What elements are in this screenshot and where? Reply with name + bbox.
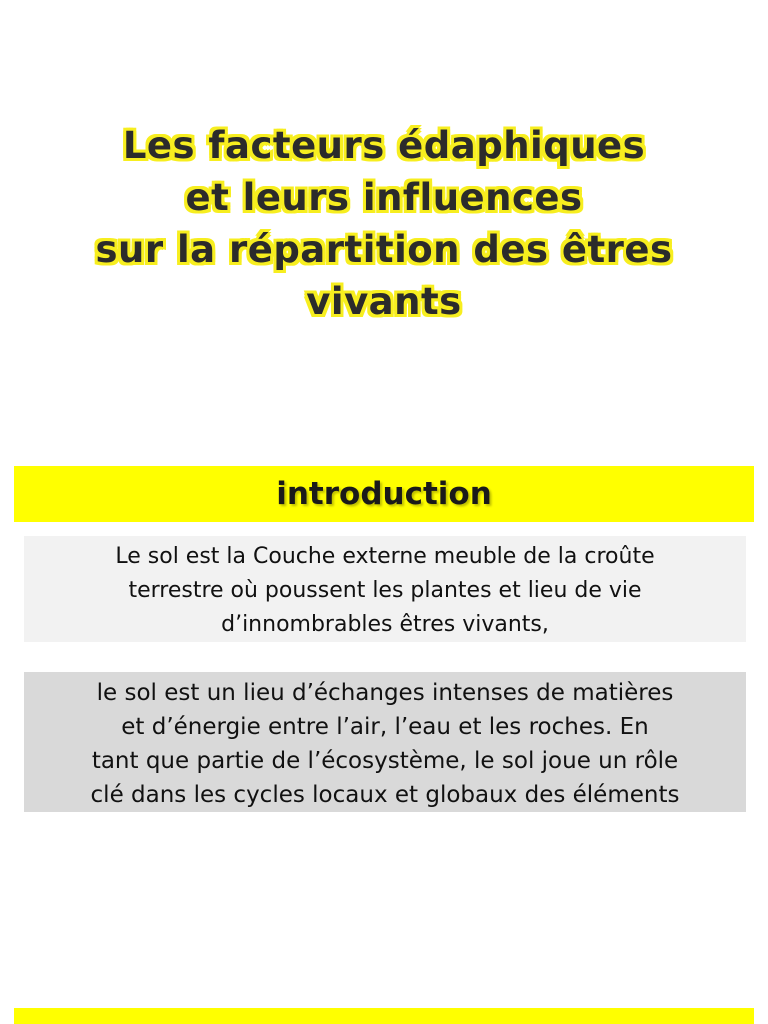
paragraph-line: tant que partie de l’écosystème, le sol joue un rôle xyxy=(91,748,679,774)
section-heading: introduction xyxy=(276,476,492,512)
section-heading-banner xyxy=(14,466,754,522)
intro-paragraph-2 xyxy=(24,672,746,812)
next-section-banner xyxy=(14,1008,754,1024)
paragraph-line: clé dans les cycles locaux et globaux des éléments xyxy=(90,782,680,808)
paragraph-line: terrestre où poussent les plantes et lieu de vie xyxy=(128,578,642,603)
page-title xyxy=(40,120,728,328)
title-line: vivants xyxy=(306,280,462,323)
paragraph-line: et d’énergie entre l’air, l’eau et les roches. En xyxy=(121,714,649,740)
paragraph-line: le sol est un lieu d’échanges intenses de matières xyxy=(96,680,674,706)
paragraph-line: d’innombrables êtres vivants, xyxy=(221,612,549,637)
title-line: sur la répartition des êtres xyxy=(95,228,673,271)
paragraph-line: Le sol est la Couche externe meuble de la croûte xyxy=(115,544,655,569)
title-line: et leurs influences xyxy=(185,176,583,219)
title-line: Les facteurs édaphiques xyxy=(122,124,646,167)
intro-paragraph-1 xyxy=(24,536,746,642)
